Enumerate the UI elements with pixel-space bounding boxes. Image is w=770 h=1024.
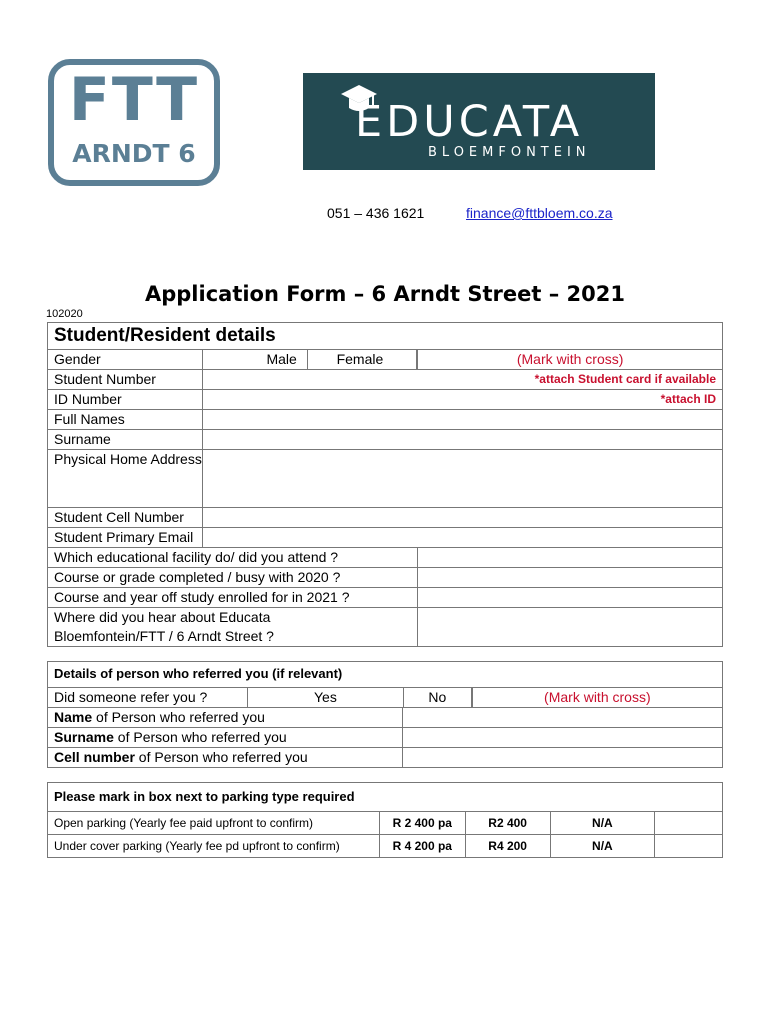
- parking-amount: R4 200: [465, 835, 550, 858]
- referrer-surname-label: [48, 728, 403, 748]
- referrer-name-label: [48, 708, 403, 728]
- ftt-logo-subtext: ARNDT 6: [72, 139, 196, 168]
- cell-field[interactable]: [202, 508, 722, 528]
- course-completed-field[interactable]: [418, 568, 723, 588]
- parking-type: Under cover parking (Yearly fee pd upfront to confirm): [48, 835, 380, 858]
- referral-no-option[interactable]: No: [404, 688, 472, 707]
- parking-na: N/A: [550, 812, 655, 835]
- parking-covered-checkbox[interactable]: [655, 835, 723, 858]
- form-code: 102020: [46, 308, 83, 320]
- parking-annual-fee: R 2 400 pa: [379, 812, 465, 835]
- ftt-logo: [48, 59, 220, 186]
- parking-amount: R2 400: [465, 812, 550, 835]
- full-names-field[interactable]: [202, 410, 722, 430]
- referrer-cell-label: [48, 748, 403, 768]
- course-completed-label: Course or grade completed / busy with 2020 ?: [48, 568, 418, 588]
- referrer-name-bold: Name: [54, 709, 93, 725]
- educata-logo-text: EDUCATA: [355, 97, 584, 147]
- referrer-cell-bold: Cell number: [54, 749, 135, 765]
- surname-field[interactable]: [202, 430, 722, 450]
- ftt-logo-text: FTT: [68, 65, 200, 135]
- referral-yes-option[interactable]: Yes: [248, 688, 404, 707]
- hear-about-field[interactable]: [418, 608, 723, 647]
- email-label: Student Primary Email: [48, 528, 203, 548]
- referrer-cell-field[interactable]: [402, 748, 722, 768]
- id-note: *attach ID: [660, 392, 716, 406]
- hear-about-label: [48, 608, 418, 647]
- id-number-label: ID Number: [48, 390, 203, 410]
- id-number-field[interactable]: [202, 390, 722, 410]
- gender-mark-note: (Mark with cross): [418, 350, 723, 370]
- educata-logo-subtext: BLOEMFONTEIN: [428, 145, 591, 160]
- email-link[interactable]: finance@fttbloem.co.za: [466, 205, 613, 221]
- course-2021-label: Course and year off study enrolled for in 2021 ?: [48, 588, 418, 608]
- referrer-cell-rest: of Person who referred you: [134, 749, 308, 765]
- gender-label: Gender: [48, 350, 203, 370]
- parking-annual-fee: R 4 200 pa: [379, 835, 465, 858]
- student-section-heading: Student/Resident details: [48, 323, 723, 350]
- cell-label: Student Cell Number: [48, 508, 203, 528]
- referrer-surname-rest: of Person who referred you: [113, 729, 287, 745]
- hear-about-line2: Bloemfontein/FTT / 6 Arndt Street ?: [54, 628, 274, 644]
- facility-label: Which educational facility do/ did you attend ?: [48, 548, 418, 568]
- referrer-name-field[interactable]: [402, 708, 722, 728]
- referrer-name-rest: of Person who referred you: [92, 709, 265, 725]
- referral-options: [247, 688, 472, 708]
- referral-question: Did someone refer you ?: [48, 688, 248, 708]
- hear-about-line1: Where did you hear about Educata: [54, 609, 271, 625]
- page-title: Application Form – 6 Arndt Street – 2021: [144, 282, 626, 306]
- parking-na: N/A: [550, 835, 655, 858]
- full-names-label: Full Names: [48, 410, 203, 430]
- address-label: Physical Home Address: [48, 450, 203, 508]
- student-details-table: [47, 322, 723, 647]
- educata-logo: [303, 73, 655, 170]
- student-number-label: Student Number: [48, 370, 203, 390]
- referrer-surname-bold: Surname: [54, 729, 114, 745]
- gender-options: [202, 350, 417, 370]
- facility-field[interactable]: [418, 548, 723, 568]
- address-field[interactable]: [202, 450, 722, 508]
- parking-type: Open parking (Yearly fee paid upfront to confirm): [48, 812, 380, 835]
- phone-number: 051 – 436 1621: [327, 205, 425, 221]
- referral-section-heading: Details of person who referred you (if relevant): [48, 662, 723, 688]
- referral-table: [47, 661, 723, 768]
- referrer-surname-field[interactable]: [402, 728, 722, 748]
- student-email-field[interactable]: [202, 528, 722, 548]
- parking-table: [47, 782, 723, 858]
- surname-label: Surname: [48, 430, 203, 450]
- gender-female-option[interactable]: Female: [308, 350, 417, 369]
- gender-male-option[interactable]: Male: [203, 350, 308, 369]
- course-2021-field[interactable]: [418, 588, 723, 608]
- parking-section-heading: Please mark in box next to parking type required: [48, 783, 723, 812]
- student-card-note: *attach Student card if available: [534, 372, 716, 386]
- student-number-field[interactable]: [202, 370, 722, 390]
- parking-open-checkbox[interactable]: [655, 812, 723, 835]
- referral-mark-note: (Mark with cross): [472, 688, 722, 708]
